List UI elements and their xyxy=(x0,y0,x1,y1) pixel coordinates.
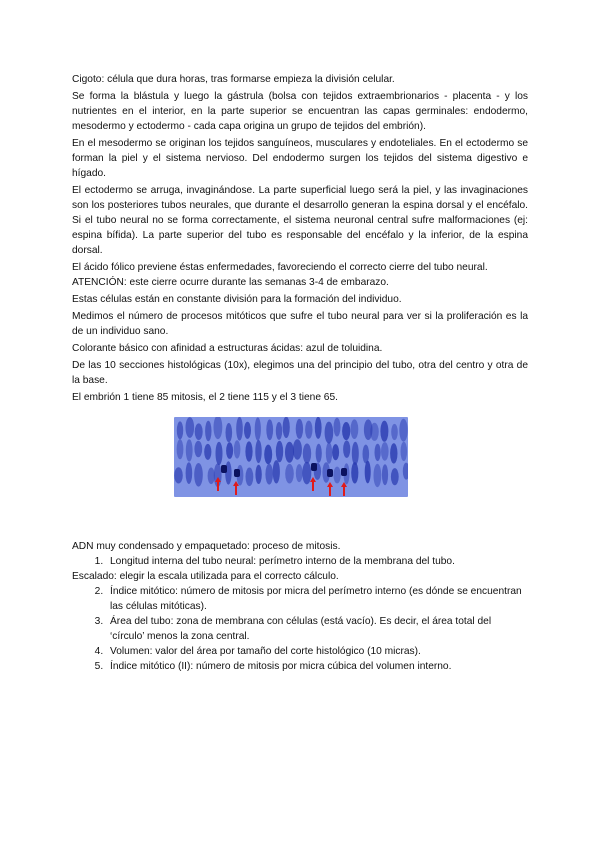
cell-nucleus xyxy=(204,444,211,460)
cell-nucleus xyxy=(303,444,311,464)
cell-nucleus xyxy=(246,468,254,487)
cell-nucleus xyxy=(302,462,311,485)
cell-nucleus xyxy=(375,444,381,461)
cell-nucleus xyxy=(334,418,341,437)
cell-nucleus xyxy=(296,419,303,439)
cell-nucleus xyxy=(216,442,223,465)
cell-nucleus xyxy=(205,421,211,441)
list-item: 4. Volumen: valor del área por tamaño del corte histológico (10 micras). xyxy=(106,644,528,659)
cell-nucleus xyxy=(390,443,397,463)
cell-nucleus xyxy=(264,445,272,465)
cell-nucleus xyxy=(186,462,193,484)
mitosis-section xyxy=(72,539,528,674)
cell-nucleus xyxy=(265,464,273,485)
cell-nucleus xyxy=(316,444,322,463)
paragraph-acido-folico: El ácido fólico previene éstas enfermedades, favoreciendo el correcto cierre del tubo neural. xyxy=(72,262,488,273)
paragraph-atencion: ATENCIÓN: este cierre ocurre durante las semanas 3-4 de embarazo. xyxy=(72,277,389,288)
cell-nucleus xyxy=(370,423,379,441)
paragraph-colorante: Colorante básico con afinidad a estructuras ácidas: azul de toluidina. xyxy=(72,343,383,354)
paragraph-adn: ADN muy condensado y empaquetado: proceso de mitosis. xyxy=(72,541,341,552)
list-item: 1. Longitud interna del tubo neural: perímetro interno de la membrana del tubo. xyxy=(106,554,528,569)
mitotic-figure xyxy=(327,469,333,477)
cell-nucleus xyxy=(177,421,183,439)
micrograph-svg xyxy=(174,417,408,497)
cell-nucleus xyxy=(325,422,334,444)
list-item: 5. Índice mitótico (II): número de mitosis por micra cúbica del volumen interno. xyxy=(106,659,528,674)
paragraph-division: Estas células están en constante división para la formación del individuo. xyxy=(72,294,402,305)
cell-nucleus xyxy=(255,465,261,484)
cell-nucleus xyxy=(343,441,350,458)
cell-nucleus xyxy=(363,445,370,464)
cell-nucleus xyxy=(226,423,233,442)
cell-nucleus xyxy=(283,417,290,438)
cell-nucleus xyxy=(293,439,302,459)
cell-nucleus xyxy=(186,417,195,438)
cell-nucleus xyxy=(381,442,389,461)
list-item: 2. Índice mitótico: número de mitosis por micra del perímetro interno (es dónde se encuentran las células mitóticas). xyxy=(106,584,528,614)
cell-nucleus xyxy=(234,440,241,458)
cell-nucleus xyxy=(333,467,340,484)
cell-nucleus xyxy=(399,419,407,442)
cell-nucleus xyxy=(332,444,339,460)
paragraph-embriones: El embrión 1 tiene 85 mitosis, el 2 tiene 115 y el 3 tiene 65. xyxy=(72,392,338,403)
cell-nucleus xyxy=(391,424,398,440)
paragraph-mesodermo: En el mesodermo se originan los tejidos sanguíneos, musculares y endoteliales. En el ectodermo se forman la piel y el sistema nervioso. Del endodermo surgen los tejidos del sistema digestivo e hígado. xyxy=(72,138,528,179)
cell-nucleus xyxy=(177,439,184,459)
cell-nucleus xyxy=(225,461,231,484)
cell-nucleus xyxy=(186,439,193,461)
cell-nucleus xyxy=(380,421,388,442)
cell-nucleus xyxy=(315,417,322,439)
cell-nucleus xyxy=(365,461,371,484)
cell-nucleus xyxy=(245,441,252,461)
cell-nucleus xyxy=(255,440,261,463)
cell-nucleus xyxy=(276,441,283,463)
cell-nucleus xyxy=(208,468,215,485)
cell-nucleus xyxy=(194,463,203,487)
cell-nucleus xyxy=(276,422,282,440)
paragraph-blastula: Se forma la blástula y luego la gástrula (bolsa con tejidos extraembrionarios - placenta - y los nutrientes en el interior, en la parte superior se encuentran las capas germinales: endodermo, mesodermo y ectodermo - cada capa origina un grupo de tejidos del embrión). xyxy=(72,91,528,132)
cell-nucleus xyxy=(285,442,294,463)
steps-list-2 xyxy=(72,584,528,674)
cell-nucleus xyxy=(305,421,312,439)
cell-nucleus xyxy=(285,464,294,484)
cell-nucleus xyxy=(351,462,358,483)
cell-nucleus xyxy=(326,442,332,463)
mitotic-figure xyxy=(311,463,317,471)
cell-nucleus xyxy=(296,464,303,482)
document-page xyxy=(72,72,528,674)
cell-nucleus xyxy=(351,419,359,439)
list-item: 3. Área del tubo: zona de membrana con células (está vacío). Es decir, el área total del ‘círculo’ menos la zona central. xyxy=(106,614,528,644)
cell-nucleus xyxy=(244,422,251,439)
cell-nucleus xyxy=(374,464,382,487)
paragraph-ectodermo: El ectodermo se arruga, invaginándose. La parte superficial luego será la piel, y las invaginaciones son los posteriores tubos neurales, que durante el desarrollo generan la espina dorsal y el encéfalo. Si el tubo neural no se forma correctamente, el sistema neuronal central sufre malformaciones (ej: espina bífida). La parte superior del tubo es responsable del encéfalo y la inferior, de la espina dorsal. xyxy=(72,185,528,256)
cell-nucleus xyxy=(255,417,261,440)
paragraph-cigoto: Cigoto: célula que dura horas, tras formarse empieza la división celular. xyxy=(72,74,395,85)
cell-nucleus xyxy=(382,464,388,485)
steps-list-1 xyxy=(72,554,528,569)
cell-nucleus xyxy=(401,442,408,461)
cell-nucleus xyxy=(273,460,280,483)
cell-nucleus xyxy=(266,419,273,440)
mitotic-figure xyxy=(234,469,240,477)
cell-nucleus xyxy=(174,467,183,483)
paragraph-escalado: Escalado: elegir la escala utilizada para el correcto cálculo. xyxy=(72,571,339,582)
histology-micrograph xyxy=(174,417,408,497)
cell-nucleus xyxy=(226,442,233,459)
mitotic-figure xyxy=(341,468,347,476)
paragraph-secciones: De las 10 secciones histológicas (10x), elegimos una del principio del tubo, otra del centro y otra de la base. xyxy=(72,360,528,386)
cell-nucleus xyxy=(236,417,243,441)
paragraph-procesos-mitoticos: Medimos el número de procesos mitóticos que sufre el tubo neural para ver si la proliferación es la de un individuo sano. xyxy=(72,311,528,337)
cell-nucleus xyxy=(352,442,359,465)
cell-nucleus xyxy=(342,422,350,440)
cell-nucleus xyxy=(195,423,203,440)
mitotic-figure xyxy=(221,465,227,473)
cell-nucleus xyxy=(194,441,202,458)
cell-nucleus xyxy=(391,468,399,485)
